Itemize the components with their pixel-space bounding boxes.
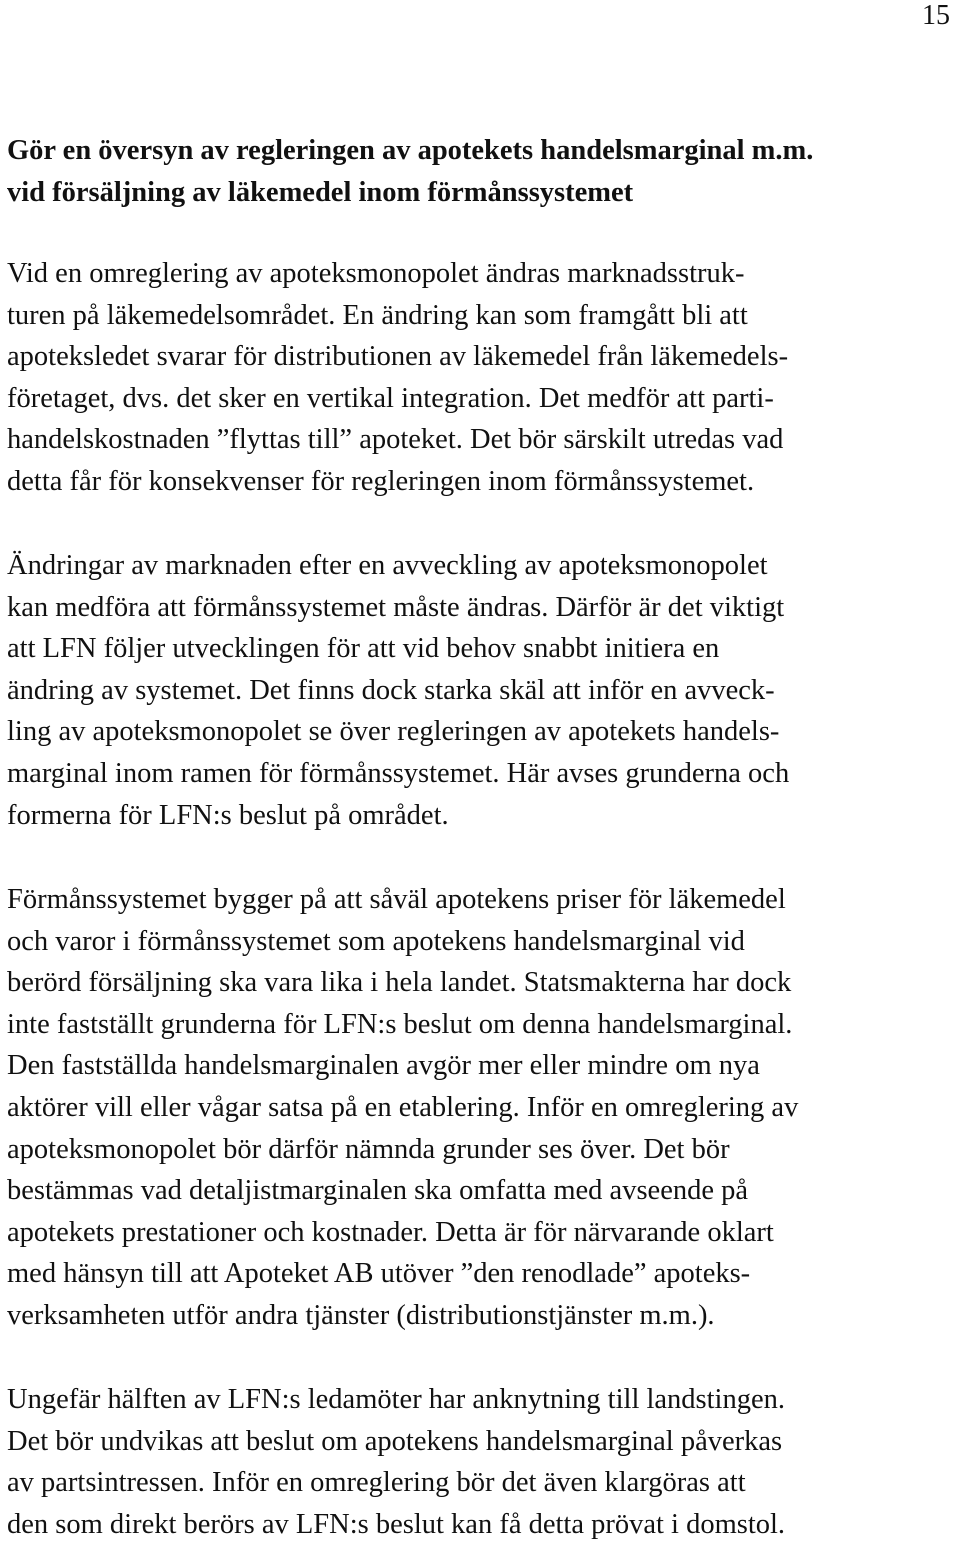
paragraph-4 xyxy=(7,1379,955,1545)
text-line: apotekets prestationer och kostnader. Detta är för närvarande oklart xyxy=(7,1216,774,1248)
text-line: apoteksmonopolet bör därför nämnda grunder ses över. Det bör xyxy=(7,1133,730,1165)
text-line: aktörer vill eller vågar satsa på en etablering. Inför en omreglering av xyxy=(7,1091,799,1123)
text-line: företaget, dvs. det sker en vertikal integration. Det medför att parti- xyxy=(7,382,774,414)
text-line: verksamheten utför andra tjänster (distributionstjänster m.m.). xyxy=(7,1299,715,1331)
text-line: inte fastställt grunderna för LFN:s beslut om denna handelsmarginal. xyxy=(7,1008,793,1040)
text-line: detta får för konsekvenser för regleringen inom förmånssystemet. xyxy=(7,465,755,497)
text-line: ändring av systemet. Det finns dock starka skäl att inför en avveck- xyxy=(7,674,775,706)
text-line: marginal inom ramen för förmånssystemet. Här avses grunderna och xyxy=(7,757,790,789)
text-line: formerna för LFN:s beslut på området. xyxy=(7,799,449,831)
text-line: Vid en omreglering av apoteksmonopolet ändras marknadsstruk- xyxy=(7,258,745,289)
section-heading xyxy=(7,130,952,214)
text-line: ling av apoteksmonopolet se över regleringen av apotekets handels- xyxy=(7,716,780,748)
text-line: Förmånssystemet bygger på att såväl apotekens priser för läkemedel xyxy=(7,884,786,915)
text-line: av partsintressen. Inför en omreglering bör det även klargöras att xyxy=(7,1467,746,1499)
text-line: berörd försäljning ska vara lika i hela landet. Statsmakterna har dock xyxy=(7,967,792,999)
text-line: kan medföra att förmånssystemet måste ändras. Därför är det viktigt xyxy=(7,591,785,623)
paragraph-3 xyxy=(7,879,955,1337)
text-line: Den fastställda handelsmarginalen avgör mer eller mindre om nya xyxy=(7,1050,760,1082)
text-line: handelskostnaden ”flyttas till” apoteket. Det bör särskilt utredas vad xyxy=(7,424,784,456)
page-number: 15 xyxy=(922,0,950,31)
text-line: Ungefär hälften av LFN:s ledamöter har anknytning till landstingen. xyxy=(7,1384,786,1415)
text-line: att LFN följer utvecklingen för att vid behov snabbt initiera en xyxy=(7,633,720,665)
paragraph-2 xyxy=(7,545,955,836)
text-line: den som direkt berörs av LFN:s beslut kan få detta prövat i domstol. xyxy=(7,1508,786,1540)
paragraph-1 xyxy=(7,253,955,503)
text-line: apoteksledet svarar för distributionen av läkemedel från läkemedels- xyxy=(7,341,789,373)
text-line: bestämmas vad detaljistmarginalen ska omfatta med avseende på xyxy=(7,1175,749,1207)
text-line: och varor i förmånssystemet som apotekens handelsmarginal vid xyxy=(7,925,745,957)
heading-line: vid försäljning av läkemedel inom förmånssystemet xyxy=(7,177,634,208)
text-line: Det bör undvikas att beslut om apotekens handelsmarginal påverkas xyxy=(7,1425,783,1457)
text-line: turen på läkemedelsområdet. En ändring kan som framgått bli att xyxy=(7,299,748,331)
text-line: med hänsyn till att Apoteket AB utöver ”den renodlade” apoteks- xyxy=(7,1258,751,1290)
text-line: Ändringar av marknaden efter en avveckling av apoteksmonopolet xyxy=(7,550,768,581)
heading-line: Gör en översyn av regleringen av apotekets handelsmarginal m.m. xyxy=(7,135,814,166)
